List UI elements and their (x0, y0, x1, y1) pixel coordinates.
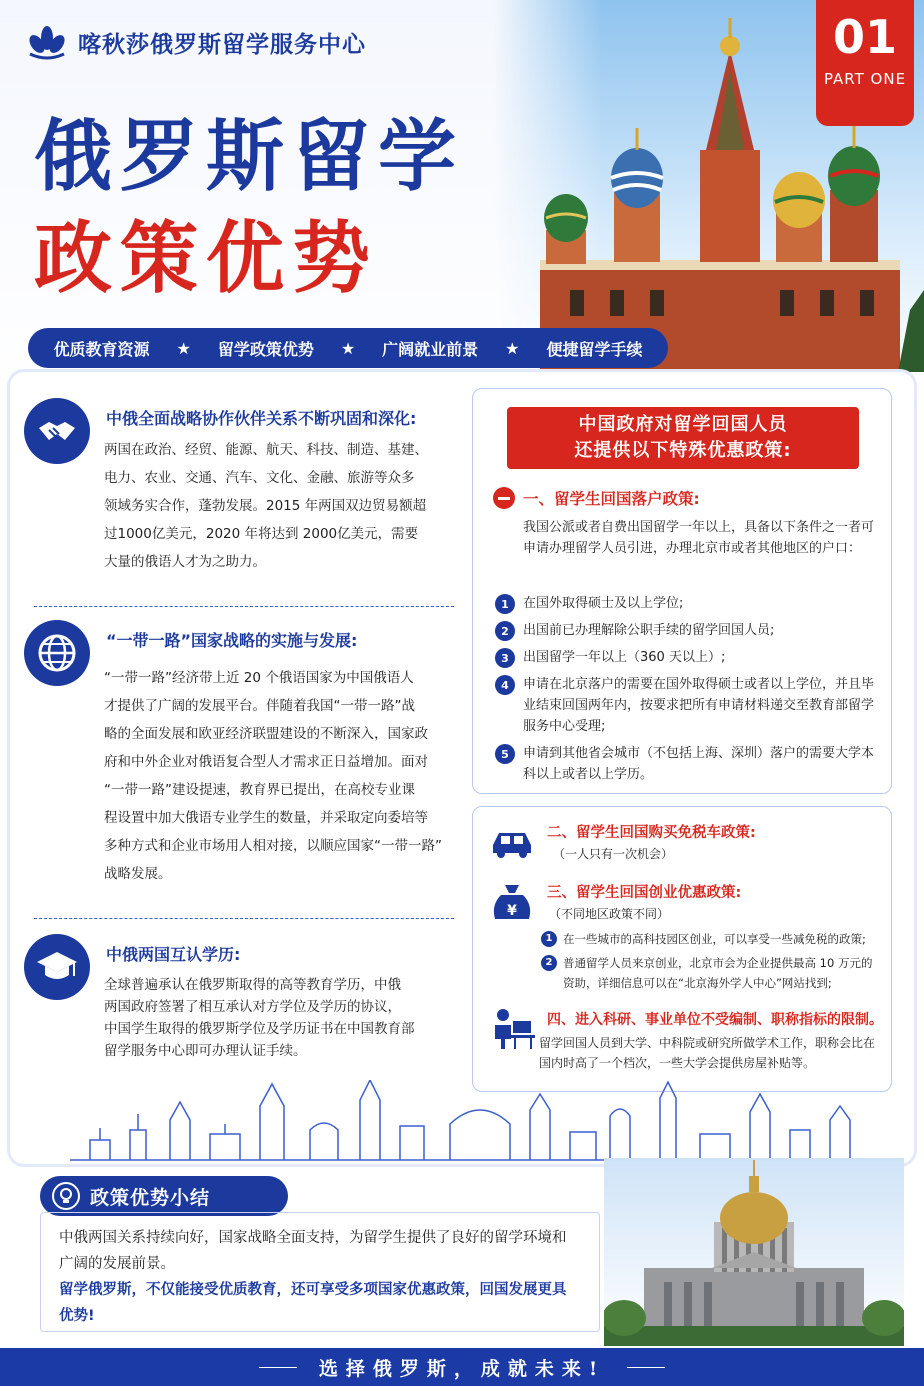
text-line: 领域务实合作，蓬勃发展。2015 年两国双边贸易额超 (104, 498, 427, 514)
footer-slogan: 选择俄罗斯，成就未来! (318, 1357, 606, 1380)
policy-1-heading (493, 487, 700, 509)
star-icon: ★ (176, 338, 191, 358)
section-body (104, 974, 415, 1062)
policy-4-title: 四、进入科研、事业单位不受编制、职称指标的限制。 (547, 1012, 883, 1028)
dashed-divider (34, 606, 454, 607)
policy-3 (487, 879, 883, 999)
footer-rule (627, 1367, 665, 1368)
text-line: 多种方式和企业市场用人相对接，以顺应国家“一带一路” (104, 838, 442, 854)
number-badge: 5 (495, 744, 515, 764)
section-partnership (24, 398, 454, 598)
policy-4 (487, 1007, 883, 1087)
money-bag-icon (487, 879, 537, 925)
number-badge: 2 (541, 955, 557, 971)
section-title: 中俄两国互认学历: (106, 945, 241, 964)
policy-1-list (495, 593, 879, 791)
text-line: 全球普遍承认在俄罗斯取得的高等教育学历，中俄 (104, 977, 401, 993)
st-isaacs-cathedral-illustration (604, 1158, 904, 1346)
summary-heading (40, 1176, 288, 1216)
summary-box (40, 1212, 600, 1332)
list-item (495, 593, 879, 614)
lotus-logo-icon (26, 24, 68, 60)
policy-2 (487, 821, 883, 865)
policy-4-text: 留学回国人员到大学、中科院或研究所做学术工作，职称会比在国内时高了一个档次，一些大学会提供房屋补贴等。 (539, 1036, 876, 1070)
list-item (495, 647, 879, 668)
text-line: 中国学生取得的俄罗斯学位及学历证书在中国教育部 (104, 1021, 415, 1037)
text-line: 电力、农业、交通、汽车、文化、金融、旅游等众多 (104, 470, 415, 486)
section-title: “一带一路”国家战略的实施与发展: (106, 631, 358, 650)
list-item (541, 953, 881, 993)
list-item (495, 743, 879, 785)
handshake-icon (24, 398, 90, 464)
policy-2-sub: （一人只有一次机会） (553, 847, 674, 861)
policy-3-sub: （不同地区政策不同） (549, 907, 670, 921)
list-item-text: 普通留学人员来京创业，北京市会为企业提供最高 10 万元的资助，详细信息可以在“北京海外学人中心”网站找到; (563, 956, 873, 990)
main-title-line2: 政策优势 (34, 214, 379, 304)
text-line: 过1000亿美元，2020 年将达到 2000亿美元，需要 (104, 526, 419, 542)
policy-1-title: 一、留学生回国落户政策: (523, 490, 700, 508)
text-line: 留学服务中心即可办理认证手续。 (104, 1043, 307, 1059)
policy-panel-2 (472, 806, 892, 1092)
minus-circle-icon (493, 487, 515, 509)
banner-line: 中国政府对留学回国人员 (578, 414, 788, 435)
section-belt-road (24, 620, 454, 910)
list-item-text: 申请在北京落户的需要在国外取得硕士或者以上学位，并且毕业结束回国两年内，按要求把所有申请材料递交至教育部留学服务中心受理; (523, 677, 875, 734)
text-line: 才提供了广阔的发展平台。伴随着我国“一带一路”战 (104, 698, 415, 714)
org-name: 喀秋莎俄罗斯留学服务中心 (78, 31, 366, 58)
policy-1-intro: 我国公派或者自费出国留学一年以上，具备以下条件之一者可申请办理留学人员引进，办理北京市或者其他地区的户口： (523, 520, 875, 556)
dashed-divider (34, 918, 454, 919)
text-line: 府和中外企业对俄语复合型人才需求正日益增加。面对 (104, 754, 428, 770)
tag-item: 留学政策优势 (217, 339, 314, 359)
list-item-text: 在一些城市的高科技园区创业，可以享受一些减免税的政策; (563, 932, 866, 946)
number-badge: 4 (495, 675, 515, 695)
text-line: 程设置中加大俄语专业学生的数量，并采取定向委培等 (104, 810, 428, 826)
text-line: 两国政府签署了相互承认对方学位及学历的协议， (104, 999, 401, 1015)
star-icon: ★ (340, 338, 356, 358)
section-degree-recognition (24, 934, 454, 1084)
banner-line: 还提供以下特殊优惠政策: (574, 440, 792, 461)
policy-2-title: 二、留学生回国购买免税车政策: (547, 825, 756, 841)
brand (26, 24, 366, 60)
list-item (495, 674, 879, 737)
number-badge: 2 (495, 621, 515, 641)
svg-text:¥: ¥ (507, 903, 517, 919)
graduation-cap-icon (24, 934, 90, 1000)
summary-text: 中俄两国关系持续向好，国家战略全面支持，为留学生提供了良好的留学环境和广阔的发展前景。 (59, 1230, 567, 1272)
footer-slogan-bar (0, 1348, 924, 1386)
part-label: PART ONE (823, 70, 907, 88)
city-skyline-illustration (70, 1080, 870, 1162)
list-item-text: 出国留学一年以上（360 天以上）; (523, 650, 726, 665)
main-card (10, 372, 914, 1164)
text-line: 两国在政治、经贸、能源、航天、科技、制造、基建、 (104, 442, 428, 458)
text-line: 略的全面发展和欧亚经济联盟建设的不断深入，国家政 (104, 726, 428, 742)
star-icon: ★ (505, 338, 520, 358)
list-item (495, 620, 879, 641)
summary-card (10, 1174, 914, 1346)
number-badge: 1 (495, 594, 515, 614)
summary-title: 政策优势小结 (90, 1186, 211, 1209)
policy-panel (472, 388, 892, 794)
section-body (104, 436, 428, 576)
car-icon (487, 821, 537, 861)
part-number: 01 (832, 10, 897, 64)
policy-3-list (541, 929, 881, 997)
number-badge: 3 (495, 648, 515, 668)
footer-rule (259, 1367, 297, 1368)
list-item-text: 申请到其他省会城市（不包括上海、深圳）落户的需要大学本科以上或者以上学历。 (523, 746, 875, 782)
list-item (541, 929, 881, 949)
list-item-text: 在国外取得硕士及以上学位; (523, 596, 684, 611)
text-line: “一带一路”建设提速，教育界已提出，在高校专业课 (104, 782, 415, 798)
text-line: 战略发展。 (104, 866, 172, 882)
text-line: 大量的俄语人才为之助力。 (104, 554, 266, 570)
globe-icon (24, 620, 90, 686)
policy-3-title: 三、留学生回国创业优惠政策: (547, 885, 742, 901)
tagline-bar (28, 328, 668, 368)
text-line: “一带一路”经济带上近 20 个俄语国家为中国俄语人 (104, 670, 414, 686)
main-title-line1: 俄罗斯留学 (34, 112, 465, 202)
section-body (104, 664, 442, 888)
lightbulb-icon (52, 1182, 80, 1210)
policy-banner (507, 407, 859, 469)
tag-item: 优质教育资源 (53, 339, 150, 359)
list-item-text: 出国前已办理解除公职手续的留学回国人员; (523, 623, 775, 638)
summary-highlight: 留学俄罗斯，不仅能接受优质教育，还可享受多项国家优惠政策，回国发展更具优势! (59, 1282, 567, 1324)
tag-item: 广阔就业前景 (382, 339, 479, 359)
section-title: 中俄全面战略协作伙伴关系不断巩固和深化: (106, 409, 417, 428)
researcher-desk-icon (487, 1007, 537, 1051)
number-badge: 1 (541, 931, 557, 947)
part-badge (816, 0, 914, 126)
tag-item: 便捷留学手续 (546, 339, 643, 359)
